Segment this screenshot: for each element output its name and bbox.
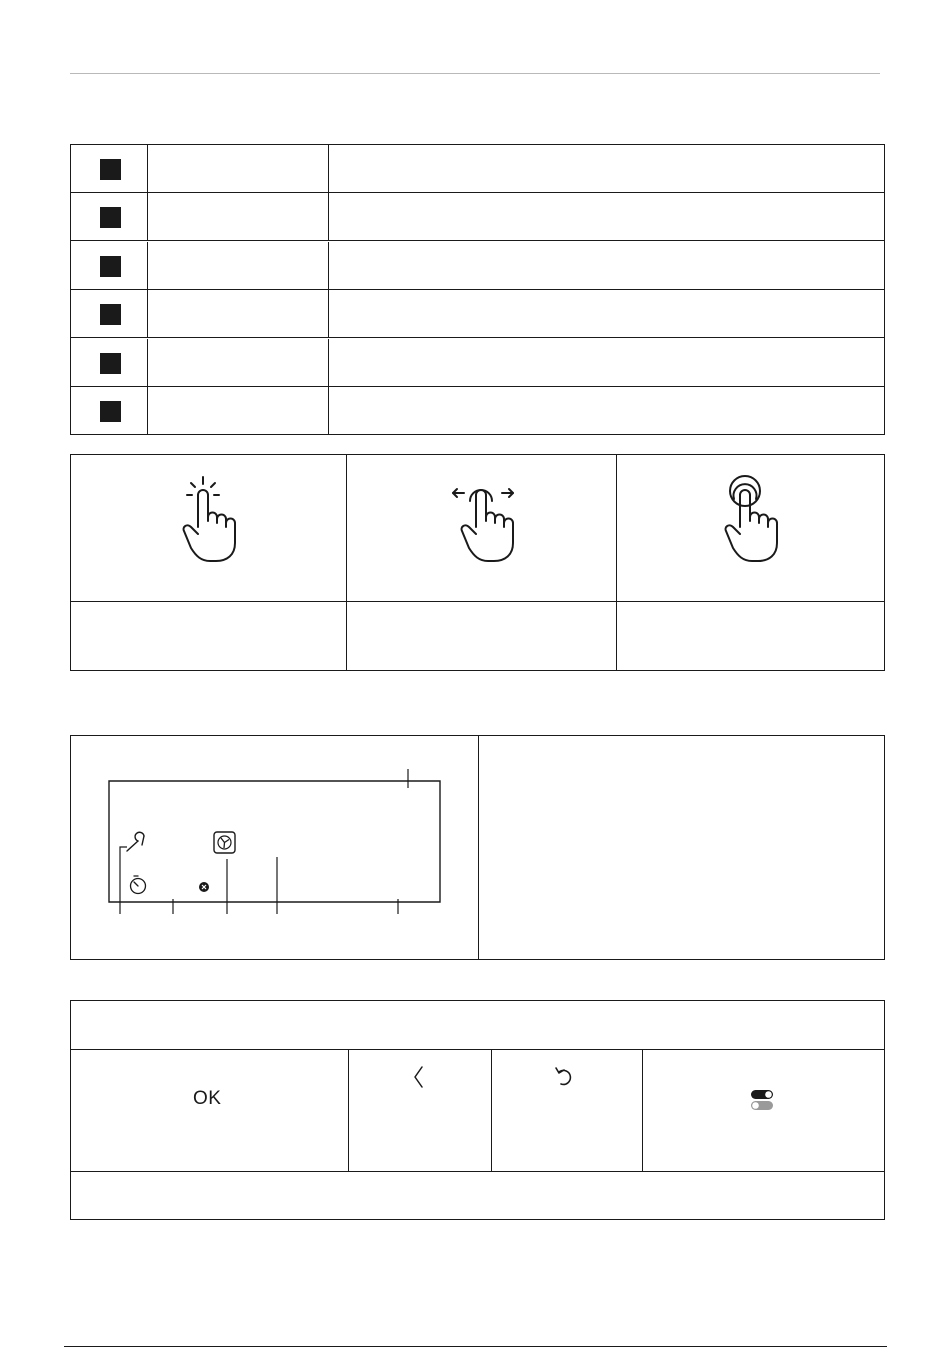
display-diagram [101, 761, 451, 921]
column-divider [642, 1050, 643, 1172]
black-square-icon [100, 256, 121, 277]
marker-cell [71, 290, 148, 337]
controls-table [70, 1000, 885, 1220]
row-divider [71, 1049, 884, 1050]
marker-cell [71, 387, 148, 434]
food-probe-icon [127, 832, 144, 851]
tap-finger-icon [178, 473, 238, 565]
marker-cell [71, 145, 148, 192]
press-hold-finger-icon [720, 473, 780, 565]
undo-icon[interactable] [553, 1065, 575, 1087]
display-frame [109, 781, 440, 902]
row-divider [71, 601, 884, 602]
top-rule [70, 73, 880, 74]
label-cell [148, 339, 329, 386]
table-row [71, 145, 884, 193]
callout-line [120, 847, 127, 899]
label-cell [148, 145, 329, 192]
column-divider [491, 1050, 492, 1172]
label-cell [148, 242, 329, 289]
timer-icon [131, 876, 146, 894]
ok-button[interactable]: OK [193, 1088, 222, 1109]
toggle-icon[interactable] [750, 1089, 774, 1111]
table-row [71, 339, 884, 387]
marker-cell [71, 242, 148, 289]
fan-icon [214, 832, 235, 853]
black-square-icon [100, 401, 121, 422]
label-cell [148, 193, 329, 240]
gesture-table [70, 454, 885, 671]
column-divider [346, 455, 347, 670]
column-divider [348, 1050, 349, 1172]
table-row [71, 193, 884, 241]
label-cell [148, 387, 329, 434]
row-divider [71, 1171, 884, 1172]
back-chevron-icon[interactable] [411, 1065, 425, 1089]
black-square-icon [100, 304, 121, 325]
black-square-icon [100, 207, 121, 228]
black-square-icon [100, 159, 121, 180]
marker-cell [71, 193, 148, 240]
table-row [71, 242, 884, 290]
marker-table [70, 144, 885, 435]
table-row [71, 290, 884, 338]
label-cell [148, 290, 329, 337]
close-icon [199, 882, 209, 892]
bottom-rule [64, 1346, 887, 1347]
column-divider [616, 455, 617, 670]
black-square-icon [100, 353, 121, 374]
display-table [70, 735, 885, 960]
column-divider [478, 736, 479, 959]
marker-cell [71, 339, 148, 386]
swipe-finger-icon [451, 473, 515, 565]
table-row [71, 387, 884, 434]
